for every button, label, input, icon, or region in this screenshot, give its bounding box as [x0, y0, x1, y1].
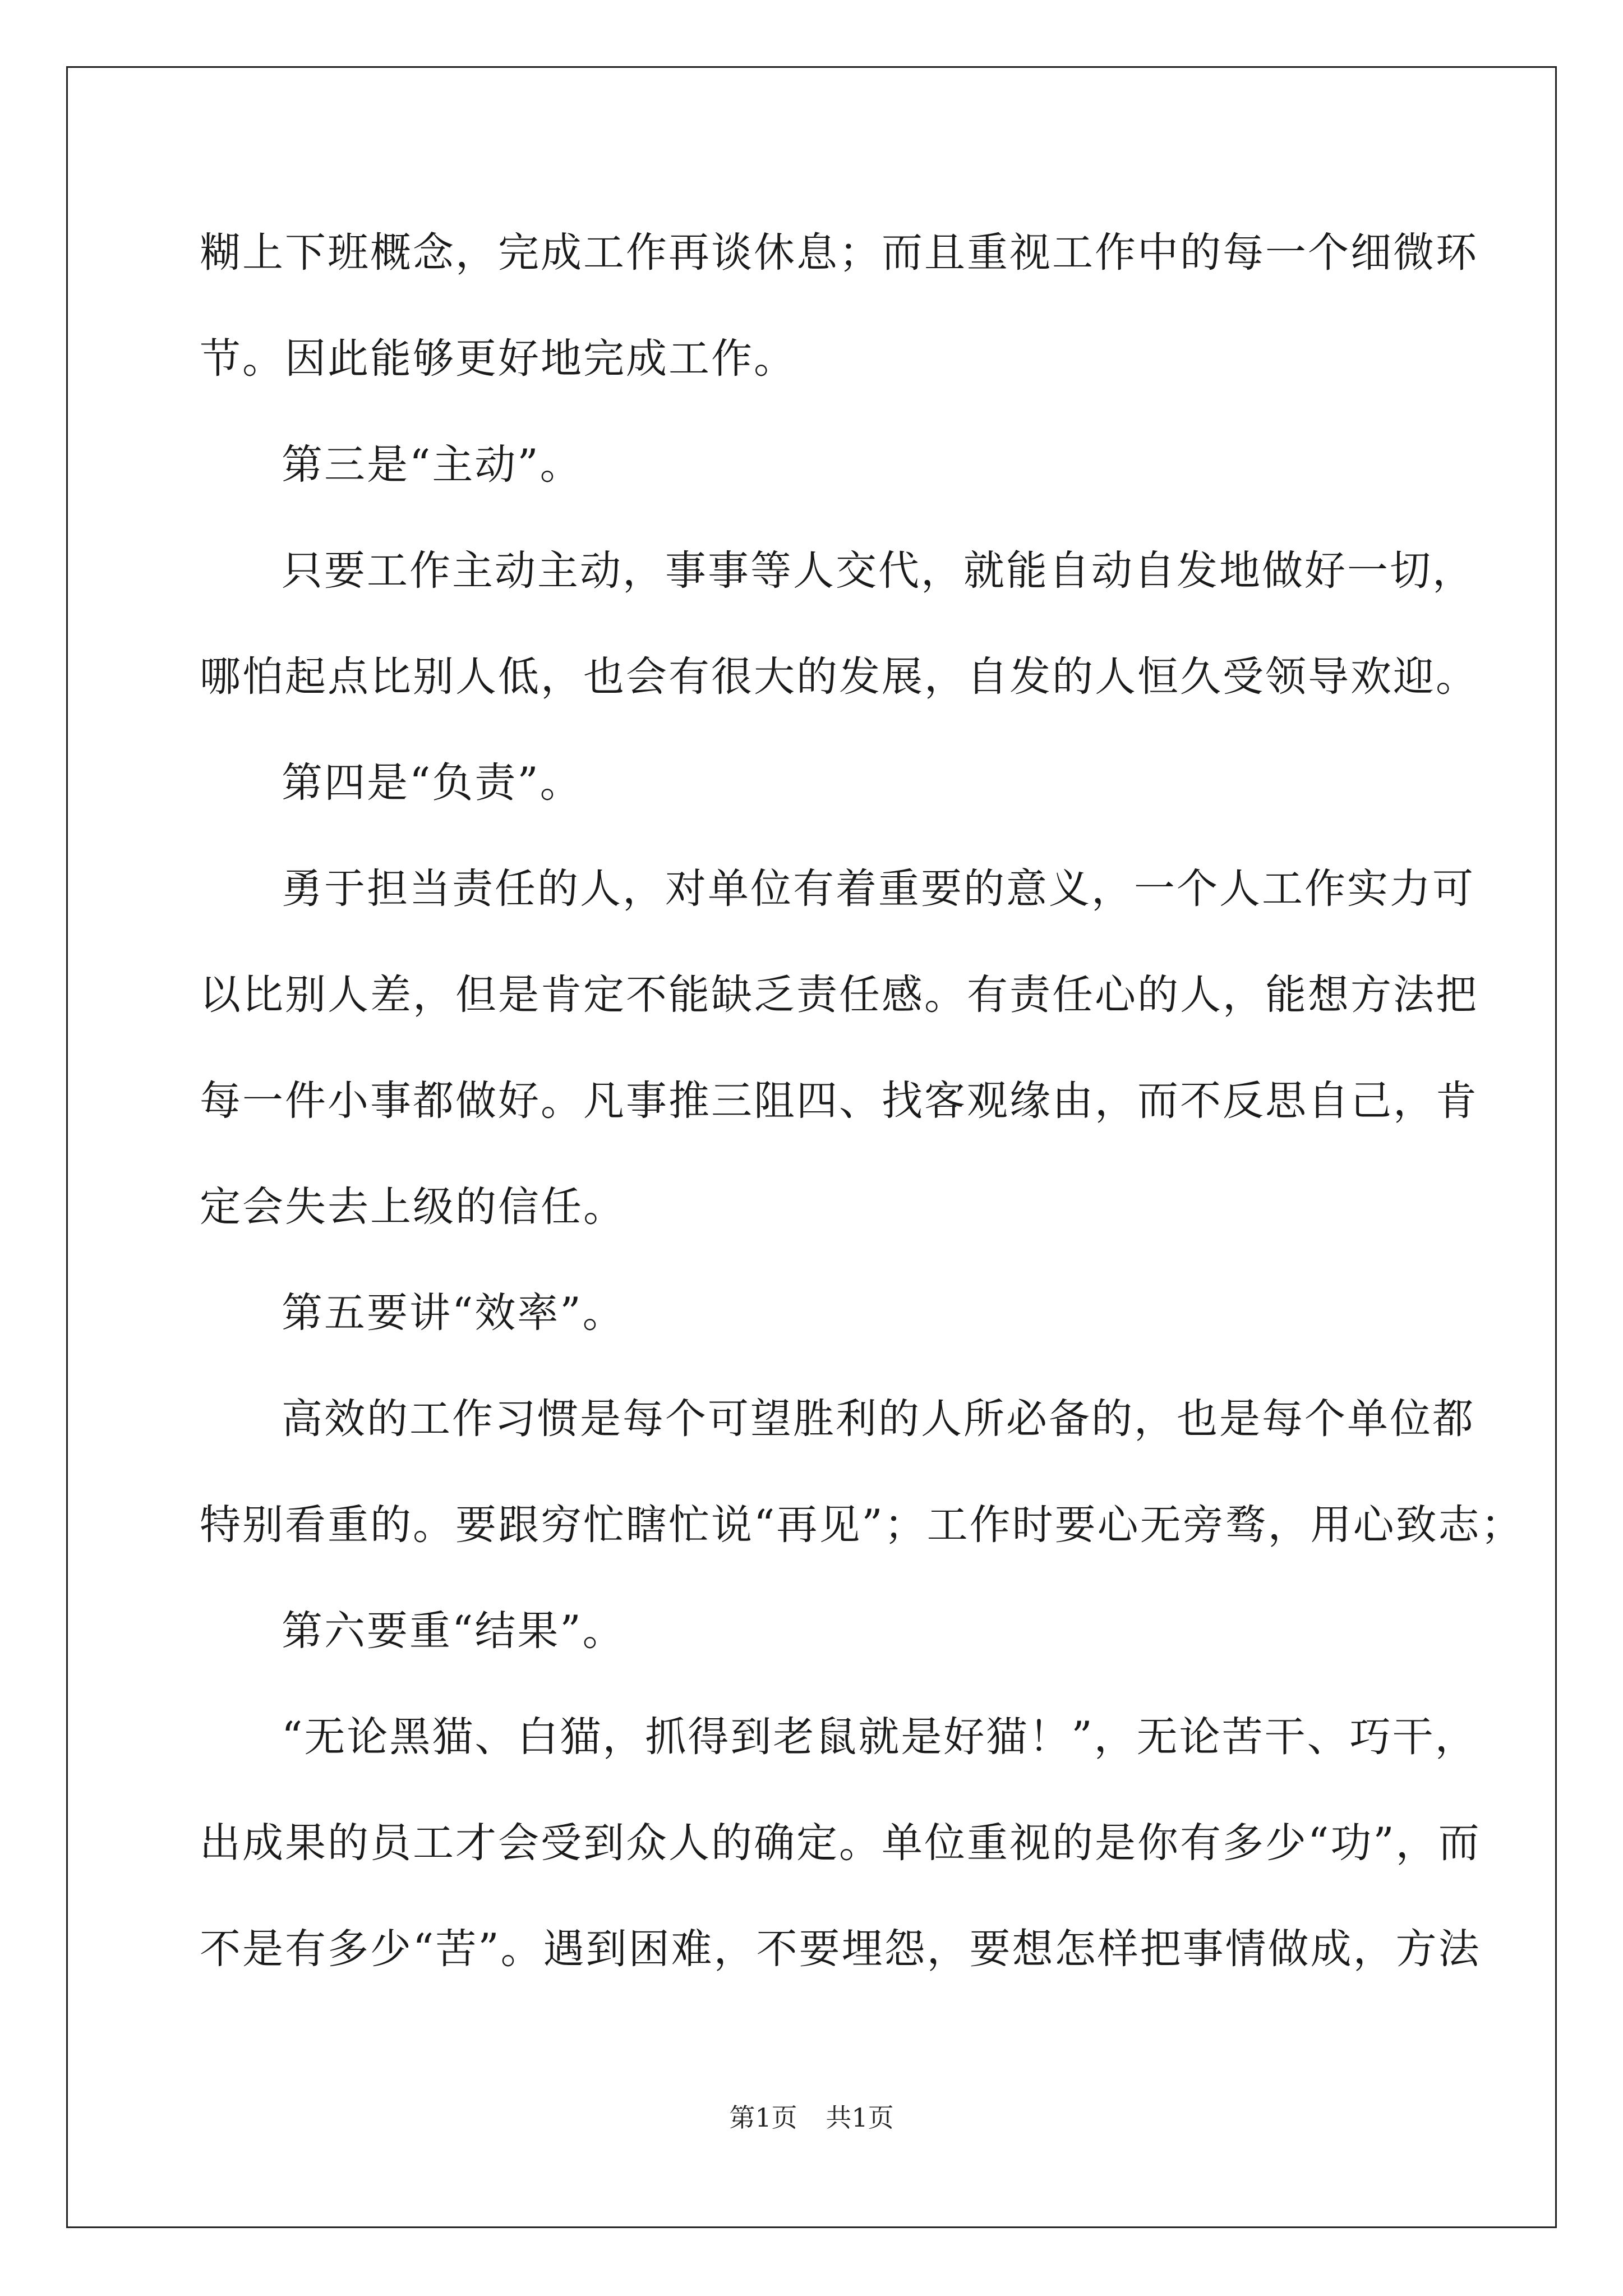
- document-body: [200, 200, 1524, 2002]
- paragraph-line: 定会失去上级的信任。: [200, 1183, 626, 1231]
- section-heading: 第四是“负责”。: [282, 759, 583, 807]
- paragraph-line: “无论黑猫、白猫，抓得到老鼠就是好猫！”，无论苦干、巧干，: [282, 1713, 1478, 1761]
- paragraph-line: 只要工作主动主动，事事等人交代，就能自动自发地做好一切，: [282, 547, 1475, 595]
- paragraph-line: 哪怕起点比别人低，也会有很大的发展，自发的人恒久受领导欢迎。: [200, 653, 1478, 701]
- paragraph-line: 糊上下班概念，完成工作再谈休息；而且重视工作中的每一个细微环: [200, 229, 1478, 277]
- section-heading: 第五要讲“效率”。: [282, 1289, 625, 1337]
- paragraph-line: 以比别人差，但是肯定不能缺乏责任感。有责任心的人，能想方法把: [200, 971, 1478, 1019]
- section-heading: 第六要重“结果”。: [282, 1607, 625, 1655]
- page-number-total: 共1页: [826, 2102, 894, 2133]
- paragraph-line: 不是有多少“苦”。遇到困难，不要埋怨，要想怎样把事情做成，方法: [200, 1925, 1481, 1973]
- paragraph-line: 每一件小事都做好。凡事推三阻四、找客观缘由，而不反思自己，肯: [200, 1077, 1478, 1125]
- paragraph-line: 节。因此能够更好地完成工作。: [200, 335, 796, 383]
- paragraph-line: 勇于担当责任的人，对单位有着重要的意义，一个人工作实力可: [282, 865, 1475, 913]
- paragraph-line: 出成果的员工才会受到众人的确定。单位重视的是你有多少“功”，而: [200, 1819, 1481, 1867]
- paragraph-line: 高效的工作习惯是每个可望胜利的人所必备的，也是每个单位都: [282, 1395, 1475, 1443]
- page-number-current: 第1页: [729, 2102, 797, 2133]
- section-heading: 第三是“主动”。: [282, 441, 583, 489]
- page-footer: [0, 2101, 1623, 2134]
- paragraph-line: 特别看重的。要跟穷忙瞎忙说“再见”；工作时要心无旁骛，用心致志；: [200, 1501, 1524, 1549]
